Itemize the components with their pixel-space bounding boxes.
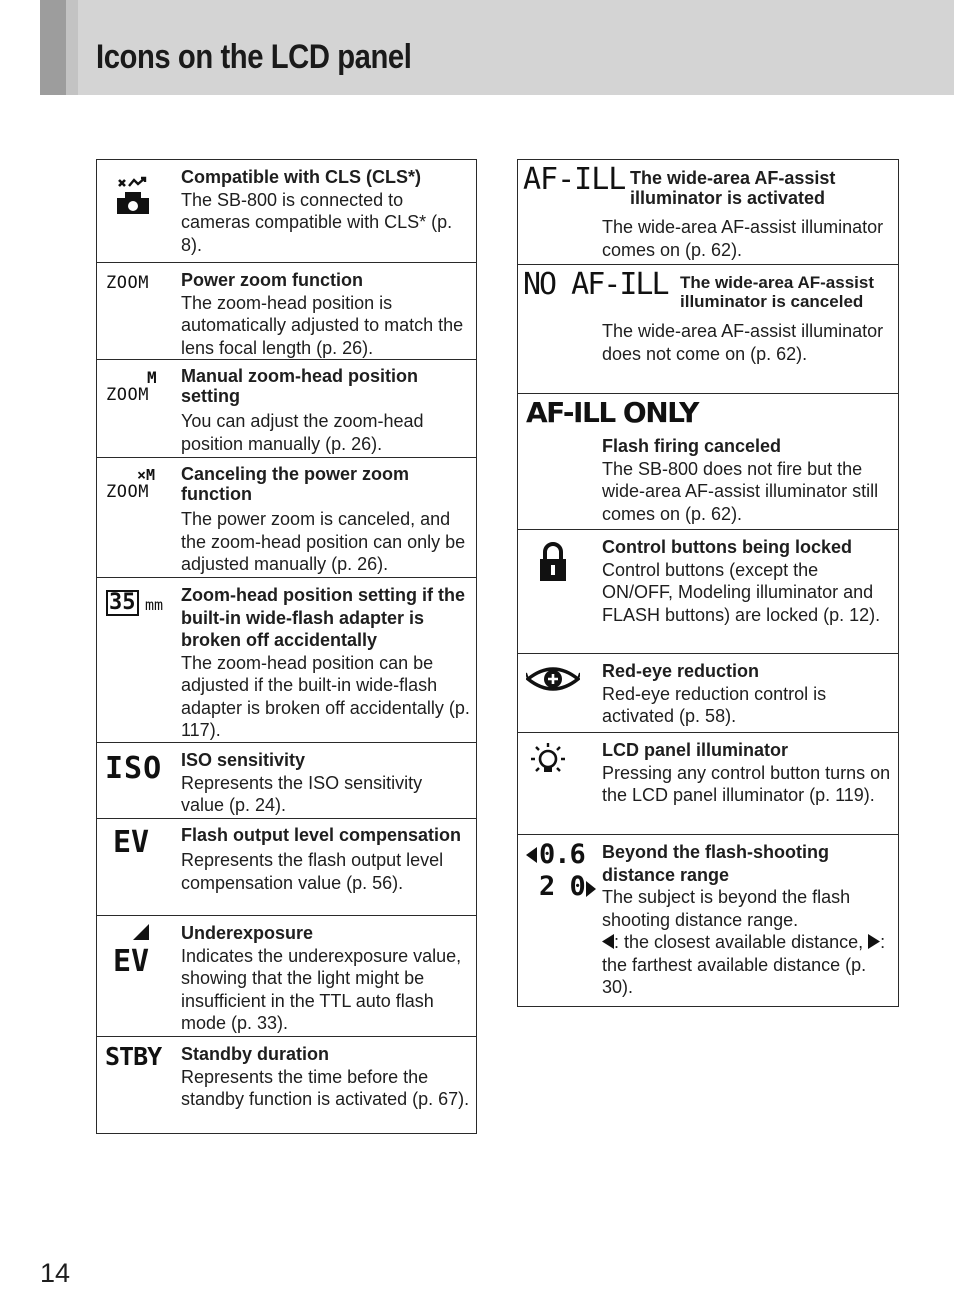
- row-title: Flash output level compensation: [181, 825, 462, 845]
- zoom-icon: ZOOM: [106, 273, 149, 293]
- af-ill-only-icon: AF-ILL ONLY: [526, 396, 698, 429]
- row-description: Pressing any control button turns on the LCD panel illuminator (p. 119).: [602, 762, 891, 805]
- row-title: Canceling the power zoom function: [181, 464, 410, 504]
- table-row: [97, 818, 476, 915]
- header-tab: [40, 0, 66, 95]
- red-eye-icon: [526, 663, 580, 695]
- row-description: You can adjust the zoom-head position manually (p. 26).: [181, 411, 424, 454]
- row-description: The SB-800 does not fire but the wide-area AF-assist illuminator still comes on (p. 62).: [602, 458, 879, 524]
- underexposure-icon: EV: [113, 944, 150, 979]
- row-description: The zoom-head position can be adjusted if the built-in wide-flash adapter is broken off accidentally (p. 117).: [181, 652, 470, 740]
- table-row: [97, 1036, 476, 1133]
- table-row: [518, 834, 898, 1006]
- row-description: Control buttons (except the ON/OFF, Modeling illuminator and FLASH buttons) are locked (p. 12).: [602, 559, 881, 625]
- no-af-ill-icon: NO AF-ILL: [523, 267, 668, 302]
- row-title: The wide-area AF-assist illuminator is activated: [630, 168, 836, 208]
- row-description: The SB-800 is connected to cameras compatible with CLS* (p. 8).: [181, 189, 453, 255]
- row-title: Red-eye reduction: [602, 661, 760, 681]
- row-title: Manual zoom-head position setting: [181, 366, 418, 406]
- row-description: [602, 886, 892, 999]
- row-title: LCD panel illuminator: [602, 740, 789, 760]
- table-row: [97, 742, 476, 818]
- page-number: 14: [40, 1258, 71, 1288]
- row-title: Zoom-head position setting if the built-in wide-flash adapter is broken off accidentally: [181, 585, 465, 650]
- row-title: Flash firing canceled: [602, 436, 782, 456]
- cancel-zoom-icon: ZOOM: [106, 482, 149, 502]
- row-description: Represents the time before the standby function is activated (p. 67).: [181, 1066, 470, 1109]
- mm-unit-icon: mm: [145, 596, 164, 614]
- right-arrow-icon: [868, 934, 880, 949]
- table-row: [518, 732, 898, 834]
- lock-icon: [538, 541, 568, 583]
- table-row: [97, 359, 476, 457]
- manual-mark-icon: M: [147, 368, 157, 387]
- row-description: The wide-area AF-assist illuminator does not come on (p. 62).: [602, 321, 884, 364]
- table-row: [518, 393, 898, 529]
- table-row: [518, 160, 898, 264]
- table-row: [97, 457, 476, 577]
- left-arrow-icon: [526, 847, 538, 863]
- af-ill-icon: AF-ILL: [523, 162, 626, 197]
- table-row: [518, 264, 898, 393]
- lcd-illuminator-icon: [528, 741, 568, 781]
- ev-icon: EV: [113, 825, 150, 860]
- row-title: Standby duration: [181, 1044, 329, 1064]
- iso-icon: ISO: [105, 751, 163, 786]
- row-title: Power zoom function: [181, 270, 363, 290]
- row-description: Represents the ISO sensitivity value (p. 24).: [181, 772, 423, 815]
- row-title: Control buttons being locked: [602, 537, 852, 557]
- row-description: The wide-area AF-assist illuminator comes on (p. 62).: [602, 217, 884, 260]
- row-description: The power zoom is canceled, and the zoom-head position can only be adjusted manually (p. 26).: [181, 509, 466, 574]
- table-row: [97, 915, 476, 1036]
- 35mm-icon: 35: [106, 590, 139, 616]
- row-title: ISO sensitivity: [181, 750, 306, 770]
- table-row: [97, 262, 476, 359]
- row-title: The wide-area AF-assist illuminator is canceled: [680, 273, 874, 311]
- right-arrow-icon: [586, 881, 596, 897]
- cls-camera-icon: [115, 176, 153, 216]
- left-icon-table: [96, 159, 477, 1134]
- stby-icon: STBY: [105, 1042, 162, 1071]
- farthest-distance-icon: 2 0: [539, 871, 585, 902]
- closest-distance-icon: 0.6: [539, 839, 585, 870]
- right-icon-table: [517, 159, 899, 1007]
- table-row: [97, 577, 476, 742]
- cancel-mark-icon: ×M: [137, 466, 156, 484]
- table-row: [97, 160, 476, 262]
- row-description: Indicates the underexposure value, showing that the light might be insufficient in the TTL auto flash mode (p. 33).: [181, 945, 462, 1033]
- left-arrow-icon: [602, 934, 614, 949]
- farthest-distance-text: : the farthest available distance (p. 30).: [602, 932, 886, 997]
- closest-distance-text: : the closest available distance,: [614, 932, 869, 952]
- table-row: [518, 529, 898, 653]
- row-title: Underexposure: [181, 923, 314, 943]
- row-title: Beyond the flash-shooting distance range: [602, 842, 829, 885]
- manual-zoom-icon: ZOOM: [106, 385, 149, 405]
- row-description: The zoom-head position is automatically adjusted to match the lens focal length (p. 26).: [181, 292, 464, 358]
- header-tab-inner: [66, 0, 78, 95]
- warning-triangle-icon: [131, 922, 151, 942]
- row-title: Compatible with CLS (CLS*): [181, 167, 421, 187]
- row-description: Red-eye reduction control is activated (p. 58).: [602, 683, 827, 726]
- range-intro: The subject is beyond the flash shooting distance range.: [602, 887, 851, 930]
- table-row: [518, 653, 898, 732]
- row-description: Represents the flash output level compensation value (p. 56).: [181, 850, 444, 893]
- page-title: Icons on the LCD panel: [96, 38, 412, 76]
